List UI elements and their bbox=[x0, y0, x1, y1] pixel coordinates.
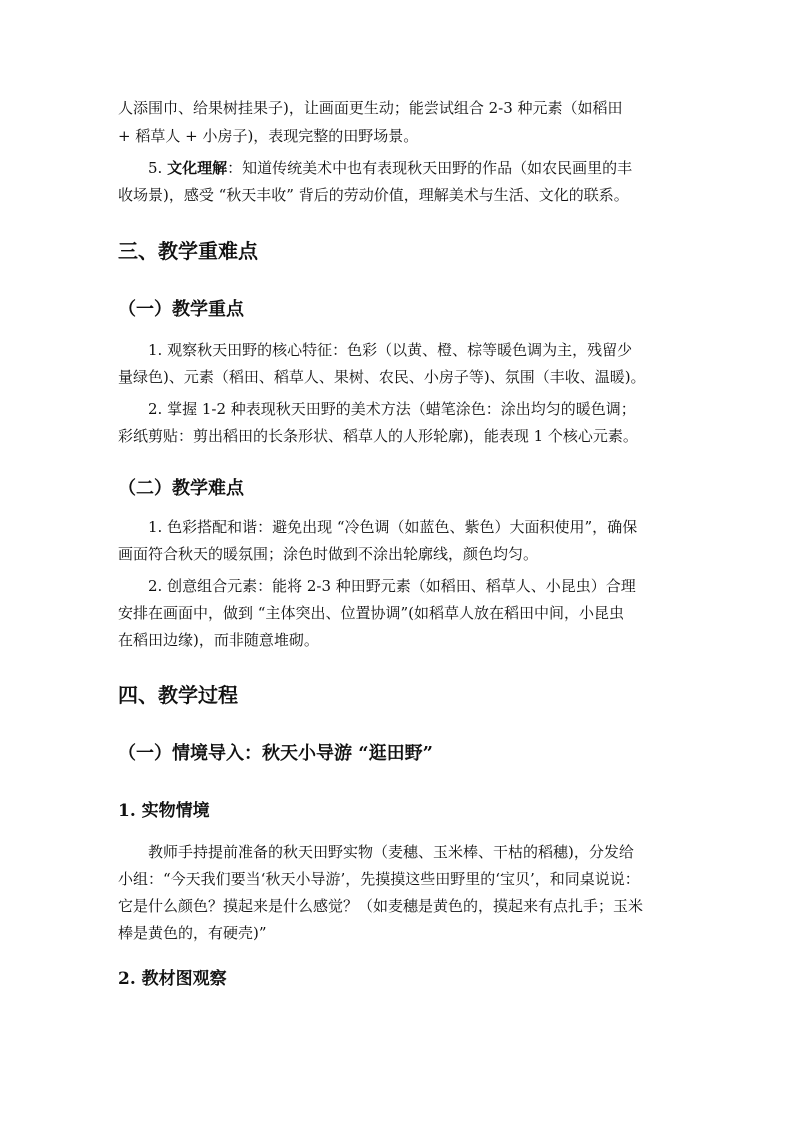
list-item-line: 画面符合秋天的暖氛围；涂色时做到不涂出轮廓线，颜色均匀。 bbox=[118, 545, 539, 563]
list-item-5 bbox=[148, 158, 632, 178]
paragraph-line: 教师手持提前准备的秋天田野实物（麦穗、玉米棒、干枯的稻穗)，分发给 bbox=[148, 843, 634, 861]
subsection-heading: （一）教学重点 bbox=[118, 299, 244, 320]
list-item-line: 在稻田边缘)，而非随意堆砌。 bbox=[118, 631, 319, 649]
list-item-line: 2. 掌握 1-2 种表现秋天田野的美术方法（蜡笔涂色：涂出均匀的暖色调； bbox=[148, 400, 636, 418]
list-item-line: 彩纸剪贴：剪出稻田的长条形状、稻草人的人形轮廓)，能表现 1 个核心元素。 bbox=[118, 427, 638, 445]
paragraph-line: + 稻草人 + 小房子)，表现完整的田野场景。 bbox=[118, 127, 419, 145]
item-label: 文化理解 bbox=[167, 159, 228, 177]
step-heading: 2. 教材图观察 bbox=[118, 969, 227, 989]
list-item-line: 量绿色)、元素（稻田、稻草人、果树、农民、小房子等)、氛围（丰收、温暖)。 bbox=[118, 368, 646, 386]
list-item-line: 1. 观察秋天田野的核心特征：色彩（以黄、橙、棕等暖色调为主，残留少 bbox=[148, 341, 633, 359]
item-text: ：知道传统美术中也有表现秋天田野的作品（如农民画里的丰 bbox=[227, 159, 633, 177]
list-item-line: 1. 色彩搭配和谐：避免出现 “冷色调（如蓝色、紫色）大面积使用”，确保 bbox=[148, 518, 638, 536]
subsection-heading: （二）教学难点 bbox=[118, 478, 244, 499]
section-heading: 四、教学过程 bbox=[118, 683, 238, 707]
paragraph-line: 小组：“今天我们要当‘秋天小导游’，先摸摸这些田野里的‘宝贝’，和同桌说说： bbox=[118, 870, 640, 888]
list-number: 5. bbox=[148, 159, 168, 177]
section-heading: 三、教学重难点 bbox=[118, 239, 258, 263]
paragraph-line: 它是什么颜色？摸起来是什么感觉？（如麦穗是黄色的，摸起来有点扎手；玉米 bbox=[118, 897, 644, 915]
list-item-line: 2. 创意组合元素：能将 2-3 种田野元素（如稻田、稻草人、小昆虫）合理 bbox=[148, 577, 636, 595]
list-item-line: 安排在画面中，做到 “主体突出、位置协调”(如稻草人放在稻田中间，小昆虫 bbox=[118, 604, 624, 622]
paragraph-line: 收场景)，感受 “秋天丰收” 背后的劳动价值，理解美术与生活、文化的联系。 bbox=[118, 186, 629, 204]
paragraph-line: 棒是黄色的，有硬壳)” bbox=[118, 924, 267, 942]
subsection-heading: （一）情境导入：秋天小导游 “逛田野” bbox=[118, 743, 433, 764]
paragraph-line: 人添围巾、给果树挂果子)，让画面更生动；能尝试组合 2-3 种元素（如稻田 bbox=[118, 99, 623, 117]
step-heading: 1. 实物情境 bbox=[118, 801, 210, 821]
